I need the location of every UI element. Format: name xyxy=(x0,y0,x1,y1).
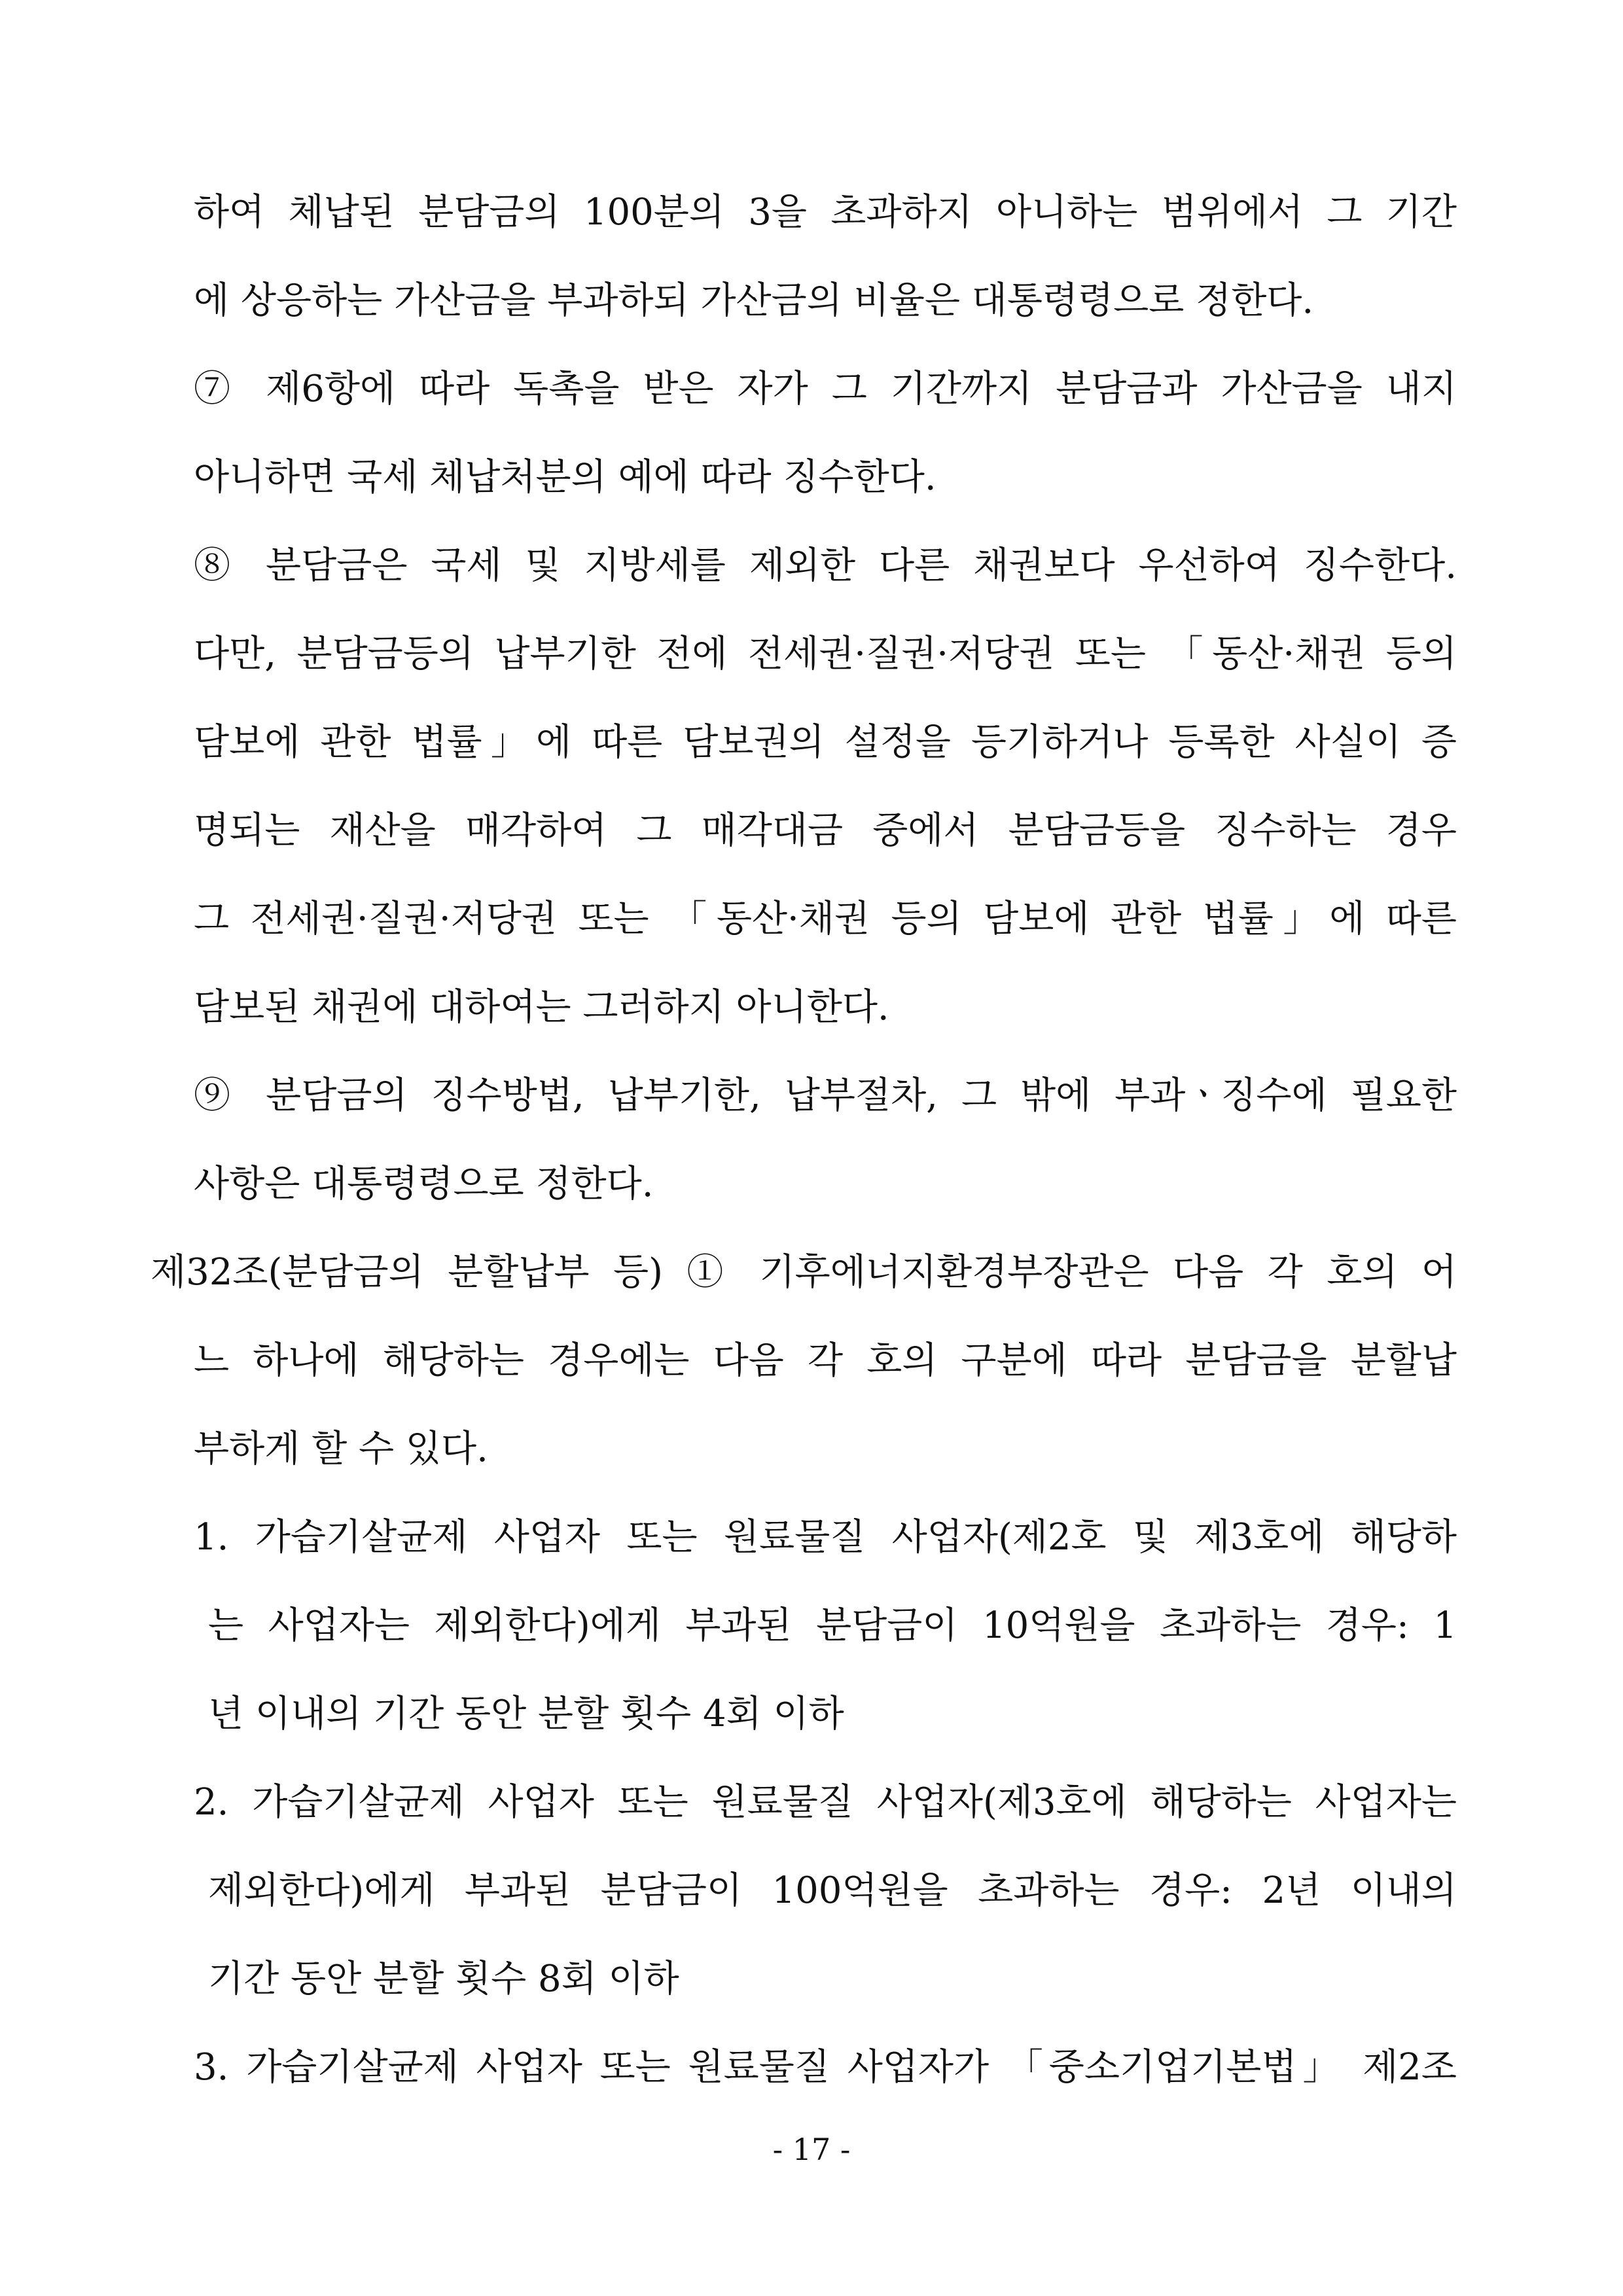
page-number: - 17 - xyxy=(772,2132,851,2167)
body-line: 사항은 대통령령으로 정한다. xyxy=(194,1163,654,1205)
item-1-line: 1. 가습기살균제 사업자 또는 원료물질 사업자(제2호 및 제3호에 해당하 xyxy=(194,1516,1457,1559)
article-32-heading-line: 제32조(분담금의 분할납부 등) ① 기후에너지환경부장관은 다음 각 호의 어 xyxy=(151,1251,1457,1294)
item-2-line: 2. 가습기살균제 사업자 또는 원료물질 사업자(제3호에 해당하는 사업자는 xyxy=(194,1781,1457,1824)
item-3-line: 3. 가습기살균제 사업자 또는 원료물질 사업자가 「중소기업기본법」 제2조 xyxy=(194,2046,1457,2089)
item-2-line: 제외한다)에게 부과된 분담금이 100억원을 초과하는 경우: 2년 이내의 xyxy=(208,1869,1457,1912)
body-line: 에 상응하는 가산금을 부과하되 가산금의 비율은 대통령령으로 정한다. xyxy=(194,279,1314,322)
body-line: 다만, 분담금등의 납부기한 전에 전세권·질권·저당권 또는 「동산·채권 등의 xyxy=(194,633,1457,675)
item-2-line: 기간 동안 분할 횟수 8회 이하 xyxy=(208,1958,679,2000)
paragraph-7-line: ⑦ 제6항에 따라 독촉을 받은 자가 그 기간까지 분담금과 가산금을 내지 xyxy=(194,368,1457,410)
paragraph-9-line: ⑨ 분담금의 징수방법, 납부기한, 납부절차, 그 밖에 부과ㆍ징수에 필요한 xyxy=(194,1074,1457,1117)
body-line: 느 하나에 해당하는 경우에는 다음 각 호의 구분에 따라 분담금을 분할납 xyxy=(194,1339,1457,1382)
paragraph-8-line: ⑧ 분담금은 국세 및 지방세를 제외한 다른 채권보다 우선하여 징수한다. xyxy=(194,544,1457,587)
body-line: 부하게 할 수 있다. xyxy=(194,1428,488,1470)
body-line: 담보에 관한 법률」에 따른 담보권의 설정을 등기하거나 등록한 사실이 증 xyxy=(194,721,1457,764)
item-1-line: 는 사업자는 제외한다)에게 부과된 분담금이 10억원을 초과하는 경우: 1 xyxy=(208,1604,1457,1647)
body-line: 하여 체납된 분담금의 100분의 3을 초과하지 아니하는 범위에서 그 기간 xyxy=(194,191,1457,234)
body-line: 명되는 재산을 매각하여 그 매각대금 중에서 분담금등을 징수하는 경우 xyxy=(194,809,1457,852)
body-line: 아니하면 국세 체납처분의 예에 따라 징수한다. xyxy=(194,456,936,499)
body-line: 그 전세권·질권·저당권 또는 「동산·채권 등의 담보에 관한 법률」에 따른 xyxy=(194,898,1457,940)
body-line: 담보된 채권에 대하여는 그러하지 아니한다. xyxy=(194,986,889,1029)
item-1-line: 년 이내의 기간 동안 분할 횟수 4회 이하 xyxy=(208,1693,844,1735)
